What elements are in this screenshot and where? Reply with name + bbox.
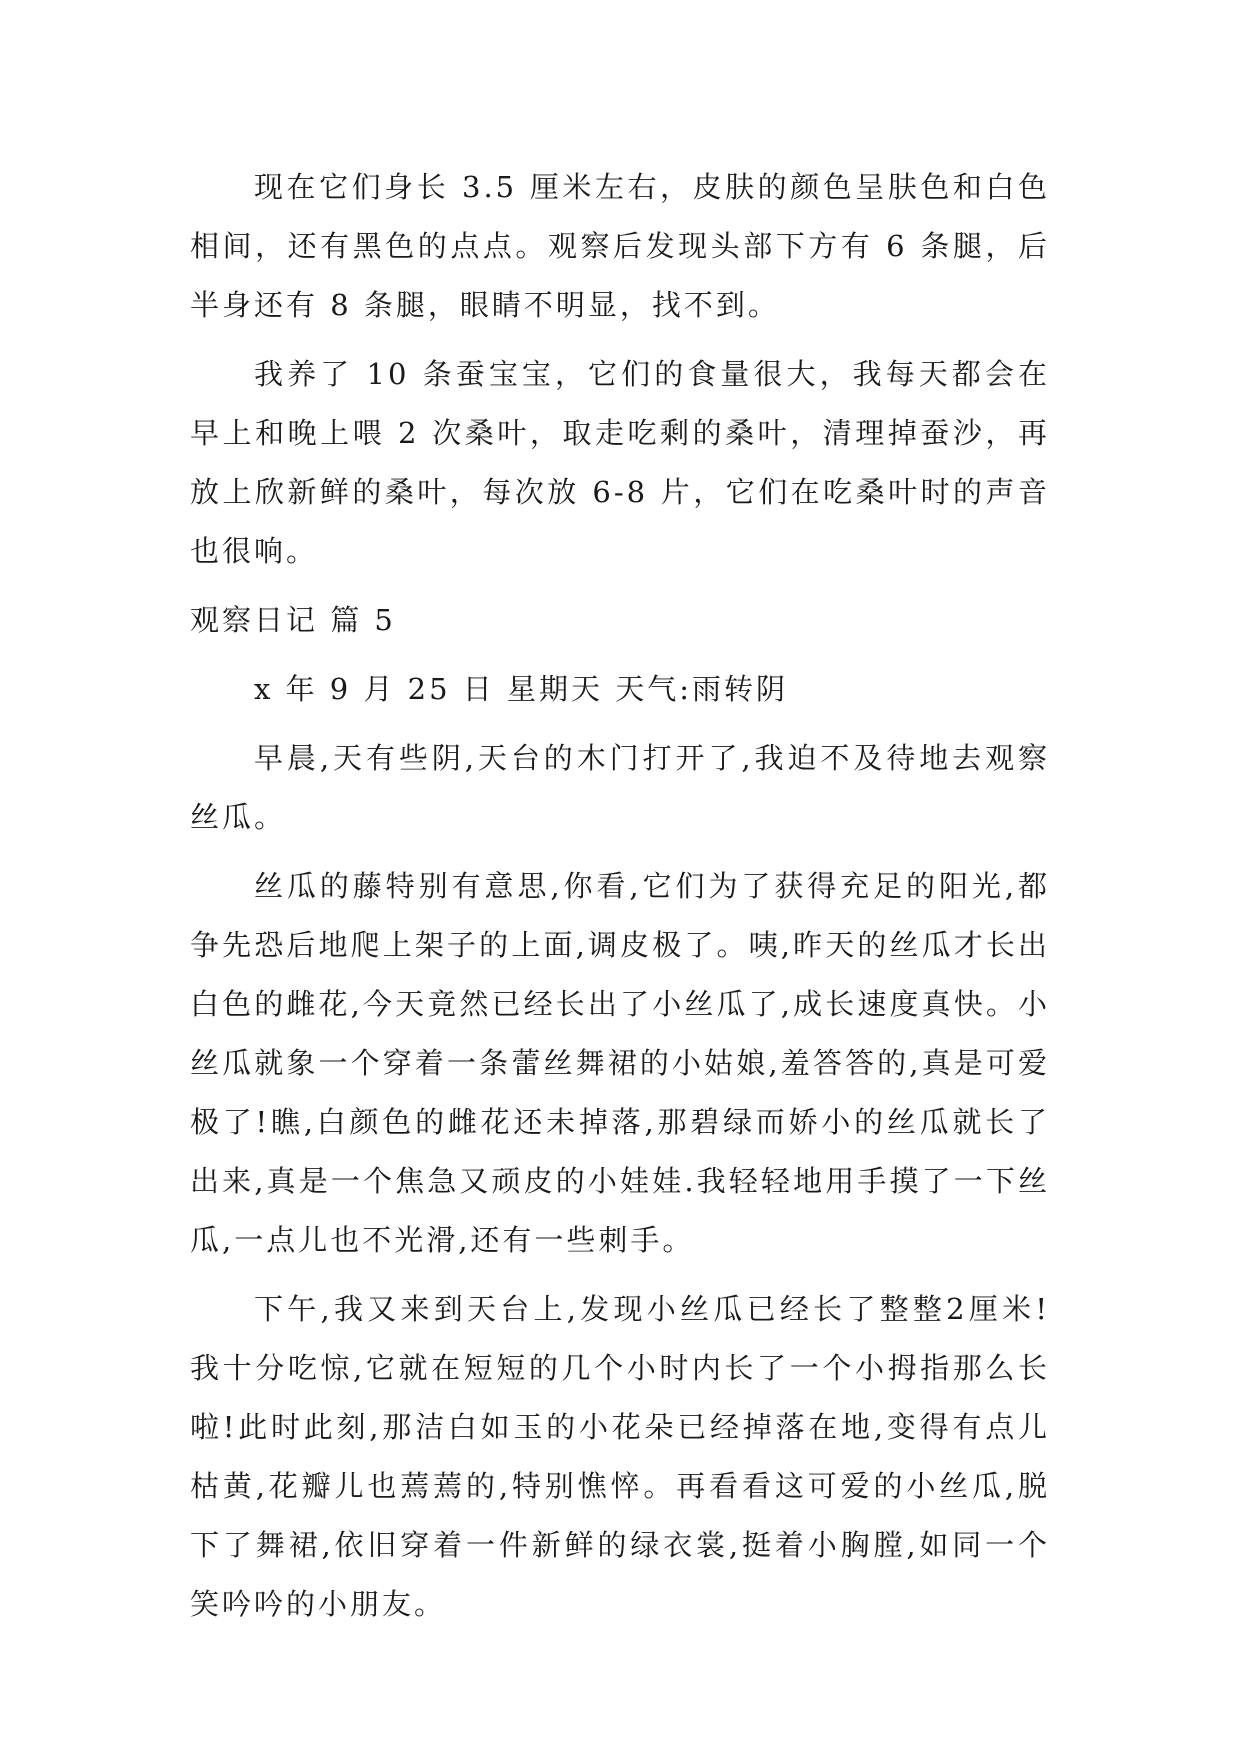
paragraph-silkworm-feeding: 我养了 10 条蚕宝宝，它们的食量很大，我每天都会在早上和晚上喂 2 次桑叶，取走吃剩的桑叶，清理掉蚕沙，再放上欣新鲜的桑叶，每次放 6-8 片，它们在吃桑叶时的声音也很响。 xyxy=(190,357,1050,568)
section-title: 观察日记 篇 5 xyxy=(190,603,396,637)
paragraph-afternoon: 下午,我又来到天台上,发现小丝瓜已经长了整整2厘米!我十分吃惊,它就在短短的几个小时内长了一个小拇指那么长啦!此时此刻,那洁白如玉的小花朵已经掉落在地,变得有点儿枯黄,花瓣儿也蔫蔫的,特别憔悴。再看看这可爱的小丝瓜,脱下了舞裙,依旧穿着一件新鲜的绿衣裳,挺着小胸膛,如同一个笑吟吟的小朋友。 xyxy=(190,1292,1050,1621)
date-weather-line: x 年 9 月 25 日 星期天 天气:雨转阴 xyxy=(254,672,789,706)
paragraph-morning: 早晨,天有些阴,天台的木门打开了,我迫不及待地去观察丝瓜。 xyxy=(190,741,1050,834)
document-body xyxy=(190,158,1050,1644)
paragraph-silkworm-appearance: 现在它们身长 3.5 厘米左右，皮肤的颜色呈肤色和白色相间，还有黑色的点点。观察后发现头部下方有 6 条腿，后半身还有 8 条腿，眼睛不明显，找不到。 xyxy=(190,170,1050,322)
paragraph-loofah-vine: 丝瓜的藤特别有意思,你看,它们为了获得充足的阳光,都争先恐后地爬上架子的上面,调皮极了。咦,昨天的丝瓜才长出白色的雌花,今天竟然已经长出了小丝瓜了,成长速度真快。小丝瓜就象一个穿着一条蕾丝舞裙的小姑娘,羞答答的,真是可爱极了!瞧,白颜色的雌花还未掉落,那碧绿而娇小的丝瓜就长了出来,真是一个焦急又顽皮的小娃娃.我轻轻地用手摸了一下丝瓜,一点儿也不光滑,还有一些刺手。 xyxy=(190,869,1050,1257)
